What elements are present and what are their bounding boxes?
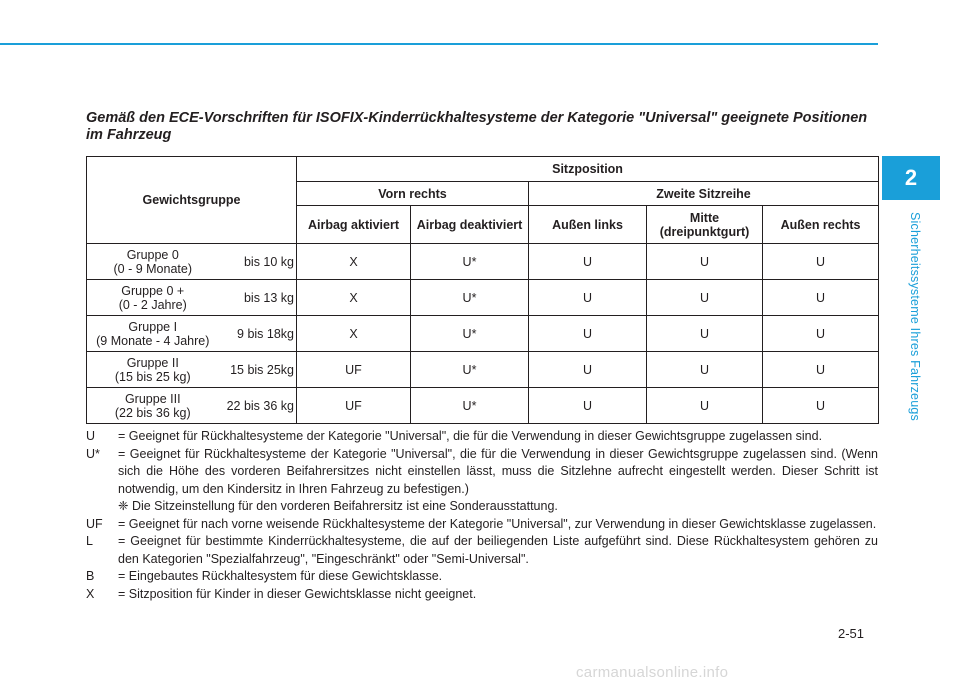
chapter-number-tab: 2	[882, 156, 940, 200]
suitability-cell: X	[297, 280, 411, 316]
header-rule	[0, 43, 878, 45]
header-center: Mitte (dreipunktgurt)	[647, 206, 763, 244]
isofix-position-table	[86, 156, 879, 424]
suitability-cell: U	[763, 244, 879, 280]
suitability-cell: U	[529, 352, 647, 388]
weight-range-cell: 9 bis 18kg	[219, 316, 297, 352]
suitability-cell: U*	[411, 316, 529, 352]
header-weight-group: Gewichtsgruppe	[87, 157, 297, 244]
suitability-cell: U	[763, 280, 879, 316]
group-name: Gruppe 0	[126, 247, 179, 262]
group-name: Gruppe 0 +	[121, 283, 185, 298]
weight-group-cell	[87, 388, 219, 424]
legend-item	[86, 516, 878, 534]
table-row	[87, 316, 879, 352]
legend-note	[86, 498, 878, 516]
legend-key: U*	[86, 446, 100, 461]
table-row	[87, 352, 879, 388]
group-name: Gruppe II	[126, 355, 179, 370]
legend-key: L	[86, 534, 93, 548]
suitability-cell: U	[647, 280, 763, 316]
header-outer-left: Außen links	[529, 206, 647, 244]
legend-item	[86, 533, 878, 568]
suitability-cell: U*	[411, 388, 529, 424]
legend-text: = Eingebautes Rückhaltesystem für diese Gewichtsklasse.	[118, 569, 443, 583]
table-row	[87, 388, 879, 424]
group-detail: (0 - 9 Monate)	[113, 261, 192, 276]
legend-item	[86, 446, 878, 499]
legend-key: U	[86, 429, 96, 443]
weight-group-cell	[87, 244, 219, 280]
table-row	[87, 280, 879, 316]
suitability-cell: U	[763, 316, 879, 352]
suitability-cell: U	[647, 244, 763, 280]
suitability-cell: U	[529, 316, 647, 352]
suitability-cell: U	[647, 388, 763, 424]
suitability-cell: U	[763, 388, 879, 424]
legend-text: = Sitzposition für Kinder in dieser Gewichtsklasse nicht geeignet.	[118, 586, 477, 601]
header-second-row: Zweite Sitzreihe	[529, 182, 879, 206]
legend-key: UF	[86, 516, 103, 531]
legend-item	[86, 428, 878, 446]
table-row	[87, 244, 879, 280]
legend-text: = Geeignet für Rückhaltesysteme der Kategorie "Universal", die für die Verwendung in dieser Gewichtsgruppe zugelassen sind. (Wenn sich die Höhe des vorderen Beifahrersitzes nicht einstellen lässt, muss die Sitzlehne aufrecht eingestellt werden. Dieser Schritt ist notwendig, um den Kindersitz in Ihren Fahrzeug zu befestigen.)	[118, 446, 878, 496]
legend-key: B	[86, 569, 95, 583]
legend-text: = Geeignet für nach vorne weisende Rückhaltesysteme der Kategorie "Universal", zur Verwendung in dieser Gewichtsklasse zugelassen.	[118, 516, 877, 531]
legend-item	[86, 586, 878, 604]
weight-group-cell	[87, 316, 219, 352]
suitability-cell: X	[297, 244, 411, 280]
weight-range-cell: 15 bis 25kg	[219, 352, 297, 388]
suitability-cell: UF	[297, 388, 411, 424]
suitability-cell: U*	[411, 244, 529, 280]
section-title: Gemäß den ECE-Vorschriften für ISOFIX-Kinderrückhaltesysteme der Kategorie "Universal" geeignete Positionen im Fahrzeug	[86, 110, 868, 143]
header-seat-position: Sitzposition	[297, 157, 879, 182]
suitability-cell: U*	[411, 352, 529, 388]
group-name: Gruppe I	[128, 319, 178, 334]
header-airbag-active: Airbag aktiviert	[297, 206, 411, 244]
suitability-cell: U	[529, 388, 647, 424]
header-airbag-deactivated: Airbag deaktiviert	[411, 206, 529, 244]
legend-note-text: ❈ Die Sitzeinstellung für den vorderen Beifahrersitz ist eine Sonderausstattung.	[118, 499, 558, 513]
weight-group-cell	[87, 280, 219, 316]
group-detail: (15 bis 25 kg)	[114, 369, 191, 384]
legend-text: = Geeignet für Rückhaltesysteme der Kategorie "Universal", die für die Verwendung in dieser Gewichtsgruppe zugelassen sind.	[118, 429, 823, 443]
legend-key: X	[86, 586, 95, 601]
group-detail: (0 - 2 Jahre)	[118, 297, 187, 312]
suitability-cell: U	[647, 316, 763, 352]
suitability-cell: U	[529, 244, 647, 280]
suitability-cell: U	[529, 280, 647, 316]
weight-range-cell: bis 13 kg	[219, 280, 297, 316]
group-detail: (22 bis 36 kg)	[114, 405, 191, 420]
legend-text: = Geeignet für bestimmte Kinderrückhaltesysteme, die auf der beiliegenden Liste aufgeführt sind. Diese Rückhaltesystem gehören zu den Kategorien "Spezialfahrzeug", "Eingeschränkt" oder "Semi-Universal".	[118, 534, 878, 566]
suitability-cell: X	[297, 316, 411, 352]
legend	[86, 428, 878, 603]
suitability-cell: U	[763, 352, 879, 388]
group-detail: (9 Monate - 4 Jahre)	[96, 333, 210, 348]
suitability-cell: U	[647, 352, 763, 388]
group-name: Gruppe III	[124, 391, 181, 406]
page-number: 2-51	[838, 626, 865, 641]
weight-range-cell: 22 bis 36 kg	[219, 388, 297, 424]
header-outer-right: Außen rechts	[763, 206, 879, 244]
suitability-cell: UF	[297, 352, 411, 388]
header-front-right: Vorn rechts	[297, 182, 529, 206]
weight-range-cell: bis 10 kg	[219, 244, 297, 280]
legend-item	[86, 568, 878, 586]
watermark: carmanualsonline.info	[576, 664, 729, 681]
weight-group-cell	[87, 352, 219, 388]
chapter-title: Sicherheitssysteme Ihres Fahrzeugs	[908, 212, 922, 421]
suitability-cell: U*	[411, 280, 529, 316]
